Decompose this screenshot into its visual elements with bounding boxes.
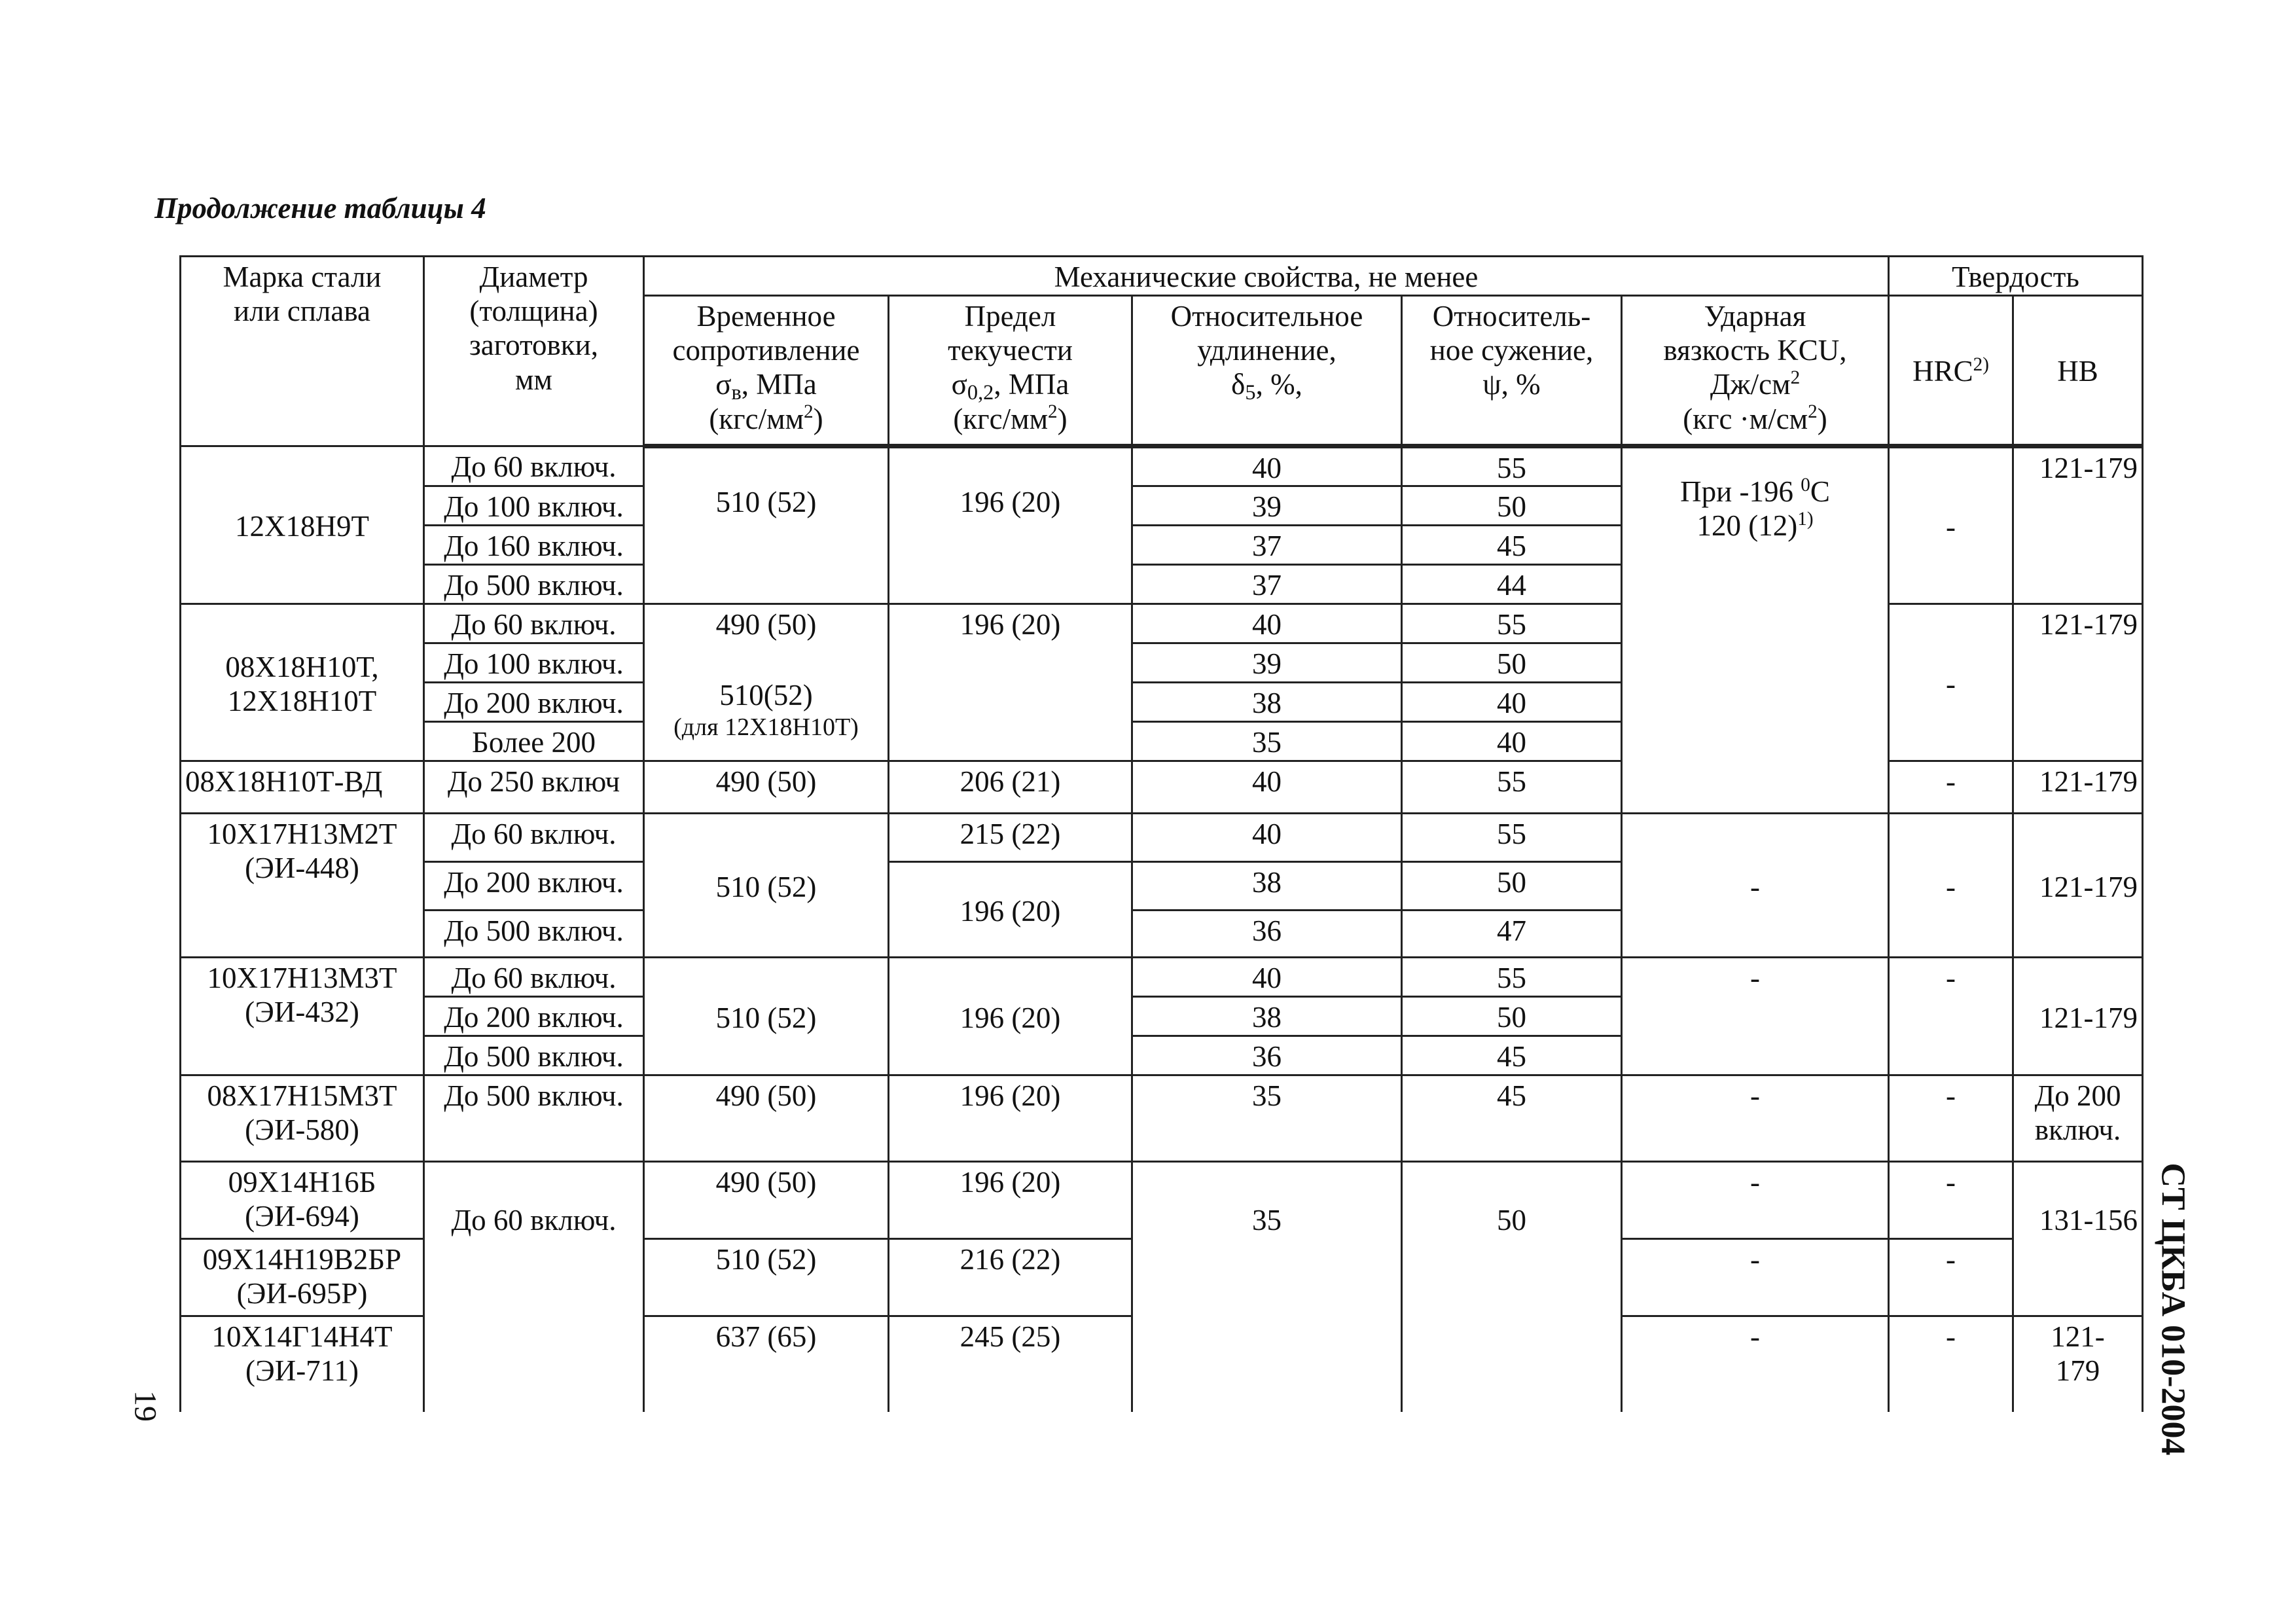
tensile-cell: 490 (50) <box>644 1162 889 1239</box>
elongation-cell: 38 <box>1132 997 1402 1036</box>
impact-cell-merged: При -196 $^0$С 120 $(12)^{1)}$ <box>1622 446 1889 814</box>
diameter-cell: До 200 включ. <box>424 683 644 722</box>
reduction-cell: 44 <box>1402 565 1622 604</box>
yield-cell: 196 (20) <box>889 1162 1132 1239</box>
col-header-grade: Марка стали или сплава <box>181 257 424 446</box>
reduction-cell: 50 <box>1402 997 1622 1036</box>
col-header-hb: НВ <box>2013 296 2143 446</box>
col-header-mech-group: Механические свойства, не менее <box>644 257 1889 296</box>
elongation-cell: 35 <box>1132 722 1402 761</box>
tensile-cell: 510 (52) <box>644 814 889 958</box>
yield-cell: 245 (25) <box>889 1316 1132 1412</box>
elongation-cell: 35 <box>1132 1162 1402 1412</box>
elongation-cell: 39 <box>1132 486 1402 526</box>
diameter-cell: До 60 включ. <box>424 1162 644 1412</box>
grade-cell: 12Х18Н9Т <box>181 446 424 604</box>
grade-cell: 08Х18Н10Т-ВД <box>181 761 424 814</box>
tensile-cell: 637 (65) <box>644 1316 889 1412</box>
tensile-cell: 510 (52) <box>644 1239 889 1316</box>
diameter-cell: До 100 включ. <box>424 643 644 683</box>
hrc-cell: - <box>1889 1239 2013 1316</box>
hrc-cell: - <box>1889 958 2013 1075</box>
hrc-cell: - <box>1889 814 2013 958</box>
reduction-cell: 55 <box>1402 958 1622 997</box>
yield-cell: 196 (20) <box>889 604 1132 761</box>
diameter-cell: До 500 включ. <box>424 1036 644 1075</box>
col-header-hardness-group: Твердость <box>1889 257 2143 296</box>
reduction-cell: 45 <box>1402 526 1622 565</box>
hb-cell: 131-156 <box>2013 1162 2143 1316</box>
yield-cell: 206 (21) <box>889 761 1132 814</box>
hrc-cell: - <box>1889 1316 2013 1412</box>
table-row <box>181 446 2143 486</box>
tensile-cell: 510 (52) <box>644 958 889 1075</box>
reduction-cell: 50 <box>1402 862 1622 911</box>
diameter-cell: До 100 включ. <box>424 486 644 526</box>
elongation-cell: 36 <box>1132 911 1402 958</box>
diameter-cell: До 250 включ <box>424 761 644 814</box>
diameter-cell: Более 200 <box>424 722 644 761</box>
elongation-cell: 38 <box>1132 683 1402 722</box>
col-header-reduction: Относитель- ное сужение, ψ, % <box>1402 296 1622 446</box>
reduction-cell: 45 <box>1402 1036 1622 1075</box>
elongation-cell: 39 <box>1132 643 1402 683</box>
header-row-1 <box>181 257 2143 296</box>
reduction-cell: 55 <box>1402 604 1622 643</box>
hb-cell: 121- 179 <box>2013 1316 2143 1412</box>
table-row <box>181 958 2143 997</box>
elongation-cell: 40 <box>1132 446 1402 486</box>
diameter-cell: До 200 включ. <box>424 997 644 1036</box>
grade-cell: 10Х17Н13М2Т (ЭИ-448) <box>181 814 424 958</box>
reduction-cell: 47 <box>1402 911 1622 958</box>
hb-cell: 121-179 <box>2013 814 2143 958</box>
yield-cell: 196 (20) <box>889 446 1132 604</box>
impact-cell: - <box>1622 1162 1889 1239</box>
hb-cell: 121-179 <box>2013 761 2143 814</box>
table-row <box>181 1075 2143 1162</box>
table-row <box>181 814 2143 862</box>
reduction-cell: 40 <box>1402 683 1622 722</box>
elongation-cell: 37 <box>1132 526 1402 565</box>
mechanical-properties-table <box>179 255 2144 1412</box>
impact-cell: - <box>1622 1075 1889 1162</box>
reduction-cell: 55 <box>1402 446 1622 486</box>
yield-cell: 215 (22) <box>889 814 1132 862</box>
elongation-cell: 38 <box>1132 862 1402 911</box>
diameter-cell: До 500 включ. <box>424 565 644 604</box>
col-header-impact: Ударная вязкость KCU, $Дж/см^2$ $(кгс \cdot м/см^2)$ <box>1622 296 1889 446</box>
hb-cell: 121-179 <box>2013 446 2143 604</box>
diameter-cell: До 60 включ. <box>424 814 644 862</box>
elongation-cell: 40 <box>1132 761 1402 814</box>
grade-cell: 08Х17Н15М3Т (ЭИ-580) <box>181 1075 424 1162</box>
grade-cell: 10Х14Г14Н4Т (ЭИ-711) <box>181 1316 424 1412</box>
table-row <box>181 1162 2143 1239</box>
col-header-hrc: HRC$^{2)}$ <box>1889 296 2013 446</box>
grade-cell: 08Х18Н10Т, 12Х18Н10Т <box>181 604 424 761</box>
impact-cell: - <box>1622 1239 1889 1316</box>
elongation-cell: 40 <box>1132 604 1402 643</box>
reduction-cell: 50 <box>1402 643 1622 683</box>
tensile-cell: 510 (52) <box>644 446 889 604</box>
elongation-cell: 35 <box>1132 1075 1402 1162</box>
tensile-cell: 490 (50) 510(52) (для 12Х18Н10Т) <box>644 604 889 761</box>
hrc-cell: - <box>1889 604 2013 761</box>
elongation-cell: 40 <box>1132 814 1402 862</box>
diameter-cell: До 500 включ. <box>424 911 644 958</box>
diameter-cell: До 60 включ. <box>424 958 644 997</box>
yield-cell: 196 (20) <box>889 958 1132 1075</box>
elongation-cell: 40 <box>1132 958 1402 997</box>
hrc-cell: - <box>1889 446 2013 604</box>
reduction-cell: 55 <box>1402 761 1622 814</box>
reduction-cell: 50 <box>1402 486 1622 526</box>
impact-cell: - <box>1622 958 1889 1075</box>
hrc-cell: - <box>1889 1162 2013 1239</box>
hb-cell: 121-179 <box>2013 604 2143 761</box>
grade-cell: 10Х17Н13М3Т (ЭИ-432) <box>181 958 424 1075</box>
impact-cell: - <box>1622 1316 1889 1412</box>
yield-cell: 196 (20) <box>889 862 1132 958</box>
impact-cell: - <box>1622 814 1889 958</box>
diameter-cell: До 200 включ. <box>424 862 644 911</box>
col-header-elongation: Относительное удлинение, δ5, %, <box>1132 296 1402 446</box>
tensile-cell: 490 (50) <box>644 1075 889 1162</box>
reduction-cell: 50 <box>1402 1162 1622 1412</box>
diameter-cell: До 160 включ. <box>424 526 644 565</box>
yield-cell: 216 (22) <box>889 1239 1132 1316</box>
hrc-cell: - <box>1889 761 2013 814</box>
grade-cell: 09Х14Н19В2БР (ЭИ-695Р) <box>181 1239 424 1316</box>
table-caption: Продолжение таблицы 4 <box>154 192 486 225</box>
reduction-cell: 55 <box>1402 814 1622 862</box>
hrc-cell: - <box>1889 1075 2013 1162</box>
diameter-cell: До 60 включ. <box>424 604 644 643</box>
tensile-cell: 490 (50) <box>644 761 889 814</box>
col-header-tensile: Временное сопротивление σв, МПа $(кгс/мм^2)$ <box>644 296 889 446</box>
col-header-yield: Предел текучести σ0,2, МПа $(кгс/мм^2)$ <box>889 296 1132 446</box>
grade-cell: 09Х14Н16Б (ЭИ-694) <box>181 1162 424 1239</box>
reduction-cell: 45 <box>1402 1075 1622 1162</box>
elongation-cell: 37 <box>1132 565 1402 604</box>
hb-cell: 121-179 <box>2013 958 2143 1075</box>
yield-cell: 196 (20) <box>889 1075 1132 1162</box>
reduction-cell: 40 <box>1402 722 1622 761</box>
hb-cell: До 200 включ. <box>2013 1075 2143 1162</box>
col-header-diameter: Диаметр (толщина) заготовки, мм <box>424 257 644 446</box>
diameter-cell: До 500 включ. <box>424 1075 644 1162</box>
diameter-cell: До 60 включ. <box>424 446 644 486</box>
elongation-cell: 36 <box>1132 1036 1402 1075</box>
